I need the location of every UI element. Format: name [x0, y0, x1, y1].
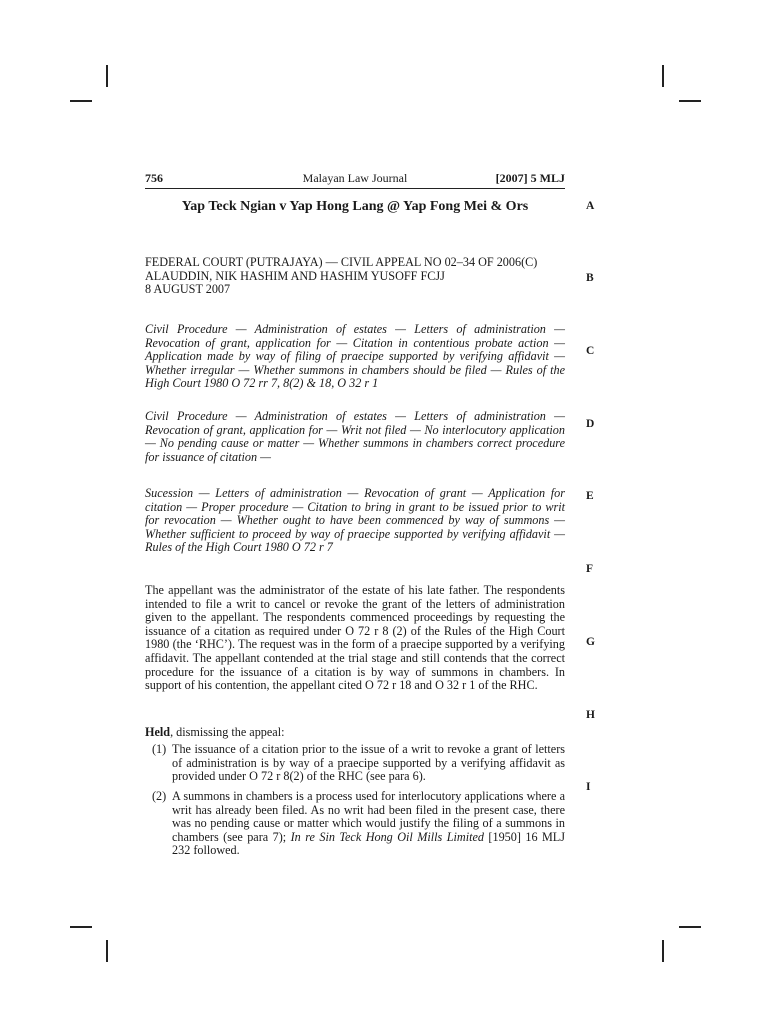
held-line: [145, 725, 565, 740]
crop-mark: [70, 100, 92, 102]
holding-number: (1): [152, 742, 167, 756]
holding-text-part: A summons in chambers is a process used for interlocutory applications where a writ has already been filed. As no writ had been filed in the present case, there was no pending cause or matter which would justify the filing of a summons in chambers (see para 7);: [172, 789, 565, 844]
margin-letter: E: [586, 490, 594, 502]
crop-mark: [106, 65, 108, 87]
margin-letter: A: [586, 200, 595, 212]
crop-mark: [662, 940, 664, 962]
cited-case-name: In re Sin Teck Hong Oil Mills Limited: [290, 829, 484, 844]
catchword-paragraph: Civil Procedure — Administration of estates — Letters of administration — Revocation of grant, application for — Citation in contentious probate action — Application made by way of filing of praecipe supported by verifying affidavit — Whether irregular — Whether summons in chambers should be filed — Rules of the High Court 1980 O 72 rr 7, 8(2) & 18, O 32 r 1: [145, 322, 565, 390]
crop-mark: [70, 926, 92, 928]
crop-mark: [662, 65, 664, 87]
date-line: 8 AUGUST 2007: [145, 282, 231, 297]
margin-letter: D: [586, 418, 595, 430]
margin-letter: I: [586, 781, 591, 793]
case-title: Yap Teck Ngian v Yap Hong Lang @ Yap Fong Mei & Ors: [181, 199, 529, 214]
holding-text: [172, 790, 565, 858]
holding-item: [145, 743, 565, 784]
holding-number: (2): [152, 789, 167, 803]
holding-text: The issuance of a citation prior to the issue of a writ to revoke a grant of letters of administration is by way of a praecipe supported by a verifying affidavit as provided under O 72 r 8(2) of the RHC (see para 6).: [172, 742, 565, 784]
crop-mark: [679, 926, 701, 928]
judges-line: ALAUDDIN, NIK HASHIM AND HASHIM YUSOFF FCJJ: [145, 268, 445, 283]
catchword-paragraph: Civil Procedure — Administration of estates — Letters of administration — Revocation of grant, application for — Writ not filed — No interlocutory application — No pending cause or matter — Whether summons in chambers correct procedure for issuance of citation —: [145, 409, 565, 464]
margin-letter: H: [586, 709, 595, 721]
page-number: 756: [145, 171, 163, 185]
margin-letter: G: [586, 636, 595, 648]
case-summary: The appellant was the administrator of the estate of his late father. The respondents intended to file a writ to cancel or revoke the grant of the letters of administration given to the appellant. The respondents commenced proceedings by requesting the issuance of a citation as required under O 72 r 8 (2) of the Rules of the High Court 1980 (the ‘RHC’). The request was in the form of a praecipe supported by a verifying affidavit. The appellant contended at the trial stage and still contends that the correct procedure for the issuance of a citation is by way of summons in chambers. In support of his contention, the appellant cited O 72 r 18 and O 32 r 1 of the RHC.: [145, 583, 565, 693]
margin-letter: F: [586, 563, 594, 575]
holding-item: [145, 790, 565, 858]
report-citation: [2007] 5 MLJ: [495, 171, 565, 185]
held-label: Held: [145, 725, 171, 739]
header-rule: [145, 188, 565, 189]
journal-name: Malayan Law Journal: [302, 171, 408, 185]
crop-mark: [106, 940, 108, 962]
catchword-paragraph: Sucession — Letters of administration — Revocation of grant — Application for citation — Proper procedure — Citation to bring in grant to be issued prior to writ for revocation — Whether ought to have been commenced by way of summons — Whether sufficient to proceed by way of praecipe supported by verifying affidavit — Rules of the High Court 1980 O 72 r 7: [145, 486, 565, 554]
court-line: FEDERAL COURT (PUTRAJAYA) — CIVIL APPEAL NO 02–34 OF 2006(C): [145, 255, 538, 269]
margin-letter: C: [586, 345, 595, 357]
running-header: [145, 171, 565, 187]
margin-letter: B: [586, 272, 594, 284]
court-info: [145, 256, 565, 297]
holding-text-part: [1950] 16 MLJ 232 followed.: [172, 829, 565, 858]
crop-mark: [679, 100, 701, 102]
held-text: , dismissing the appeal:: [170, 725, 285, 739]
